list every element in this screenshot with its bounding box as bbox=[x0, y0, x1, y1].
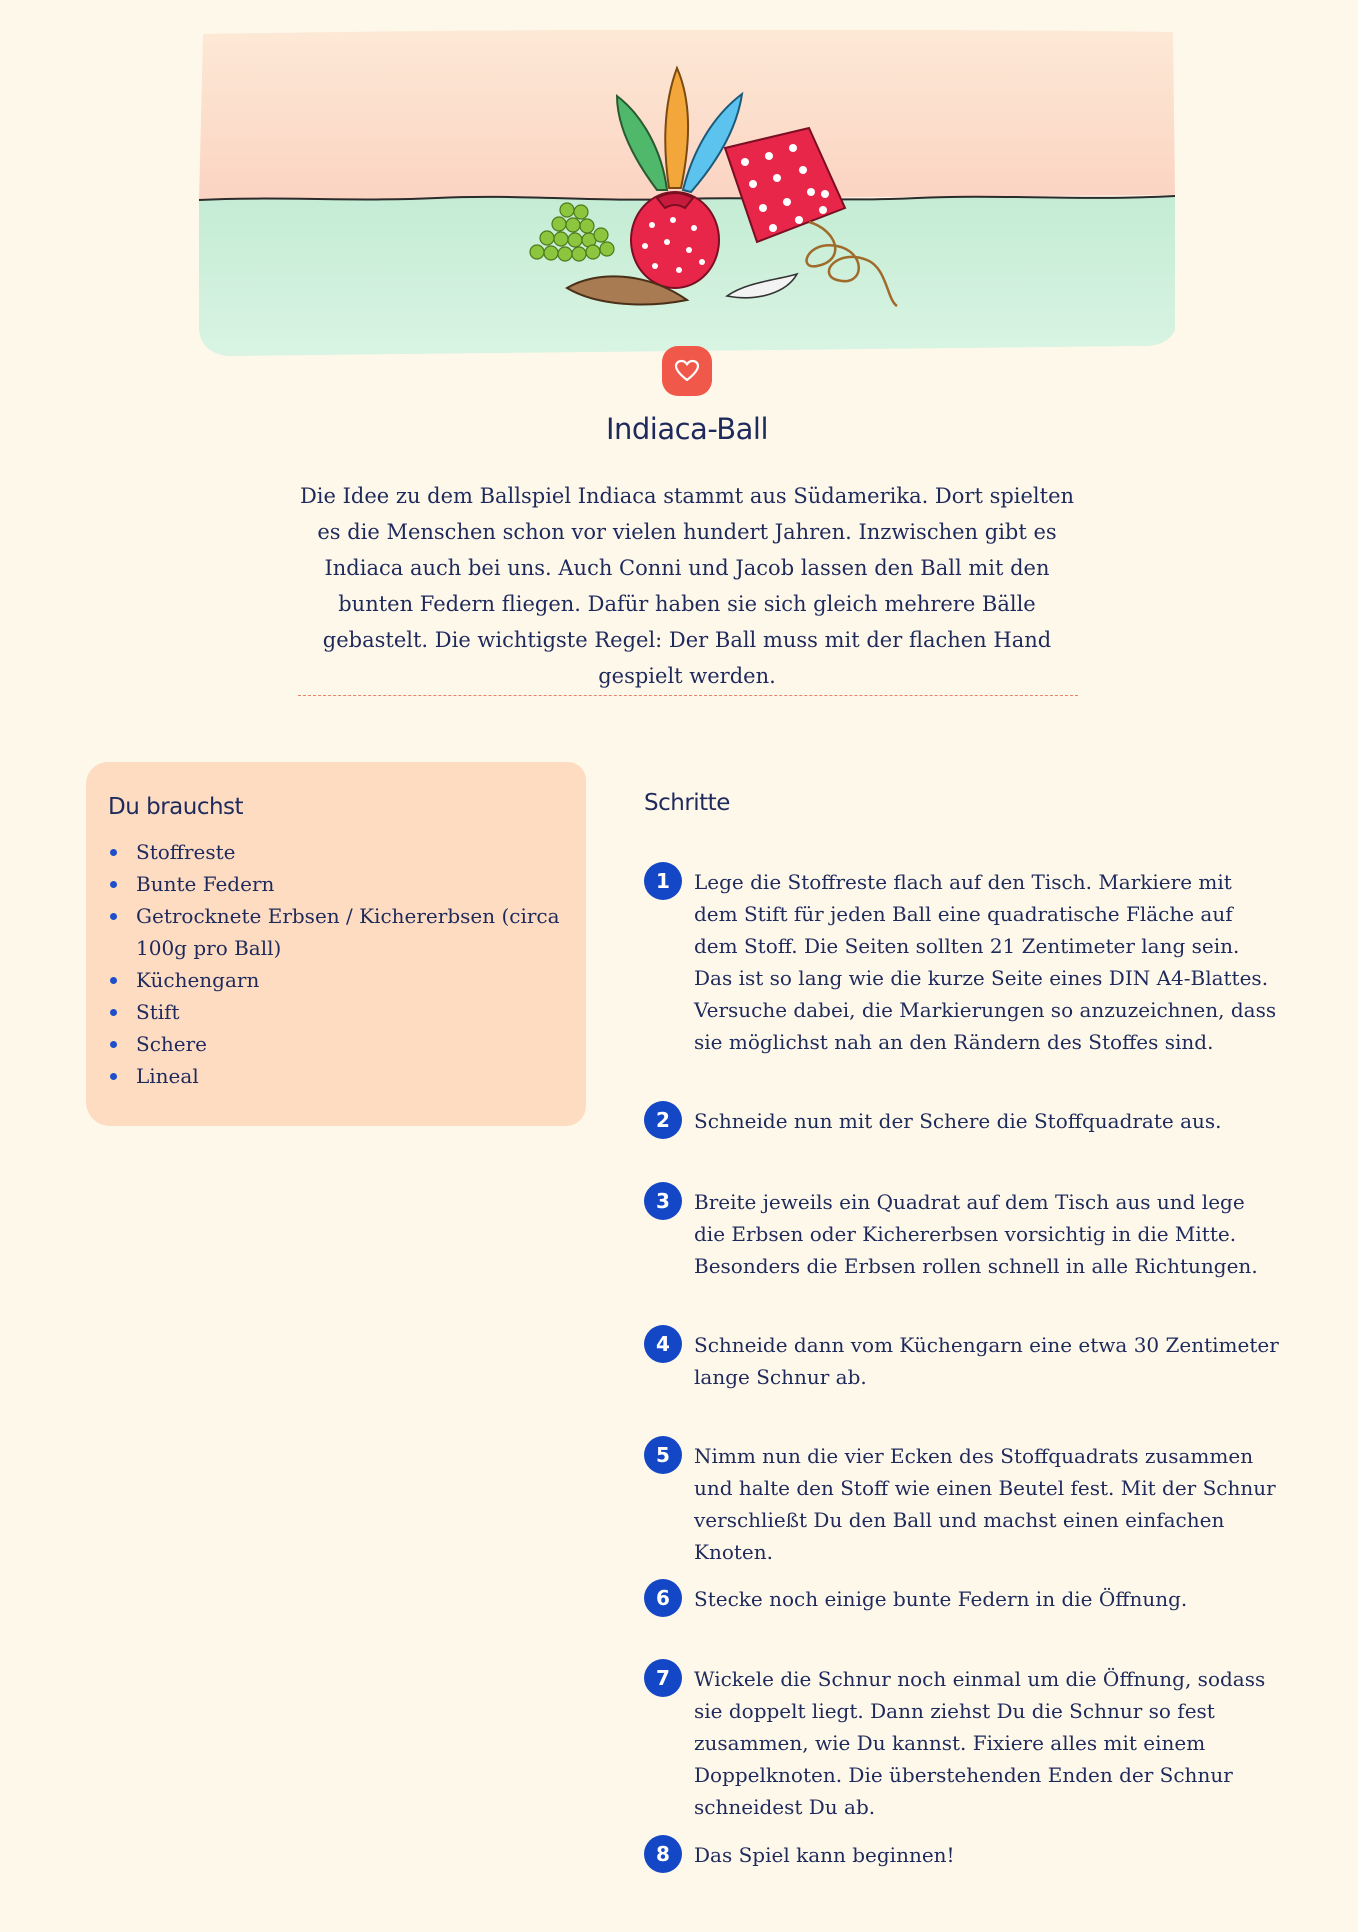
step-text: Das Spiel kann beginnen! bbox=[694, 1843, 955, 1867]
bullet-icon bbox=[110, 849, 117, 856]
material-item: Getrocknete Erbsen / Kichererbsen (circa 100g pro Ball) bbox=[108, 900, 564, 964]
step-number-badge: 1 bbox=[644, 862, 682, 900]
bullet-icon bbox=[110, 1073, 117, 1080]
bullet-icon bbox=[110, 1009, 117, 1016]
ball-illustration bbox=[631, 192, 719, 288]
bullet-icon bbox=[110, 881, 117, 888]
material-item: Lineal bbox=[108, 1060, 564, 1092]
material-item: Schere bbox=[108, 1028, 564, 1060]
material-item: Bunte Federn bbox=[108, 868, 564, 900]
material-item: Küchengarn bbox=[108, 964, 564, 996]
materials-list bbox=[108, 836, 564, 1092]
step-number-badge: 2 bbox=[644, 1101, 682, 1139]
favorite-button[interactable] bbox=[662, 346, 712, 396]
steps-heading: Schritte bbox=[644, 790, 730, 816]
divider bbox=[298, 695, 1078, 696]
step-text: Schneide dann vom Küchengarn eine etwa 30 Zentimeter lange Schnur ab. bbox=[694, 1333, 1279, 1389]
material-item: Stoffreste bbox=[108, 836, 564, 868]
bullet-icon bbox=[110, 1041, 117, 1048]
steps-section bbox=[644, 790, 1279, 1867]
step-number-badge: 5 bbox=[644, 1436, 682, 1474]
step-number-badge: 6 bbox=[644, 1579, 682, 1617]
step-text: Stecke noch einige bunte Federn in die Öffnung. bbox=[694, 1587, 1188, 1611]
step-number-badge: 8 bbox=[644, 1835, 682, 1873]
materials-card bbox=[86, 762, 586, 1126]
step-text: Wickele die Schnur noch einmal um die Öffnung, sodass sie doppelt liegt. Dann ziehst Du die Schnur so fest zusammen, wie Du kannst. Fixiere alles mit einem Doppelknoten. Die überstehenden Enden der Schnur schneidest Du ab. bbox=[694, 1667, 1266, 1819]
materials-heading: Du brauchst bbox=[108, 794, 244, 820]
step-number-badge: 3 bbox=[644, 1182, 682, 1220]
hero-illustration bbox=[197, 30, 1177, 358]
material-item: Stift bbox=[108, 996, 564, 1028]
bullet-icon bbox=[110, 913, 117, 920]
step-text: Lege die Stoffreste flach auf den Tisch. Markiere mit dem Stift für jeden Ball eine quadratische Fläche auf dem Stoff. Die Seiten sollten 21 Zentimeter lang sein. Das ist so lang wie die kurze Seite eines DIN A4-Blattes. Versuche dabei, die Markierungen so anzuzeichnen, dass sie möglichst nah an den Rändern des Stoffes sind. bbox=[694, 870, 1277, 1054]
step-number-badge: 4 bbox=[644, 1325, 682, 1363]
page-title: Indiaca-Ball bbox=[605, 412, 769, 446]
heart-icon bbox=[674, 359, 700, 383]
step-text: Breite jeweils ein Quadrat auf dem Tisch aus und lege die Erbsen oder Kichererbsen vorsichtig in die Mitte. Besonders die Erbsen rollen schnell in alle Richtungen. bbox=[694, 1190, 1258, 1278]
step-text: Schneide nun mit der Schere die Stoffquadrate aus. bbox=[694, 1109, 1222, 1133]
step-number-badge: 7 bbox=[644, 1659, 682, 1697]
bullet-icon bbox=[110, 977, 117, 984]
step-text: Nimm nun die vier Ecken des Stoffquadrats zusammen und halte den Stoff wie einen Beutel fest. Mit der Schnur verschließt Du den Ball und machst einen einfachen Knoten. bbox=[694, 1444, 1276, 1564]
intro-text: Die Idee zu dem Ballspiel Indiaca stammt aus Südamerika. Dort spielten es die Menschen schon vor vielen hundert Jahren. Inzwischen gibt es Indiaca auch bei uns. Auch Conni und Jacob lassen den Ball mit den bunten Federn fliegen. Dafür haben sie sich gleich mehrere Bälle gebastelt. Die wichtigste Regel: Der Ball muss mit der flachen Hand gespielt werden. bbox=[299, 484, 1075, 688]
